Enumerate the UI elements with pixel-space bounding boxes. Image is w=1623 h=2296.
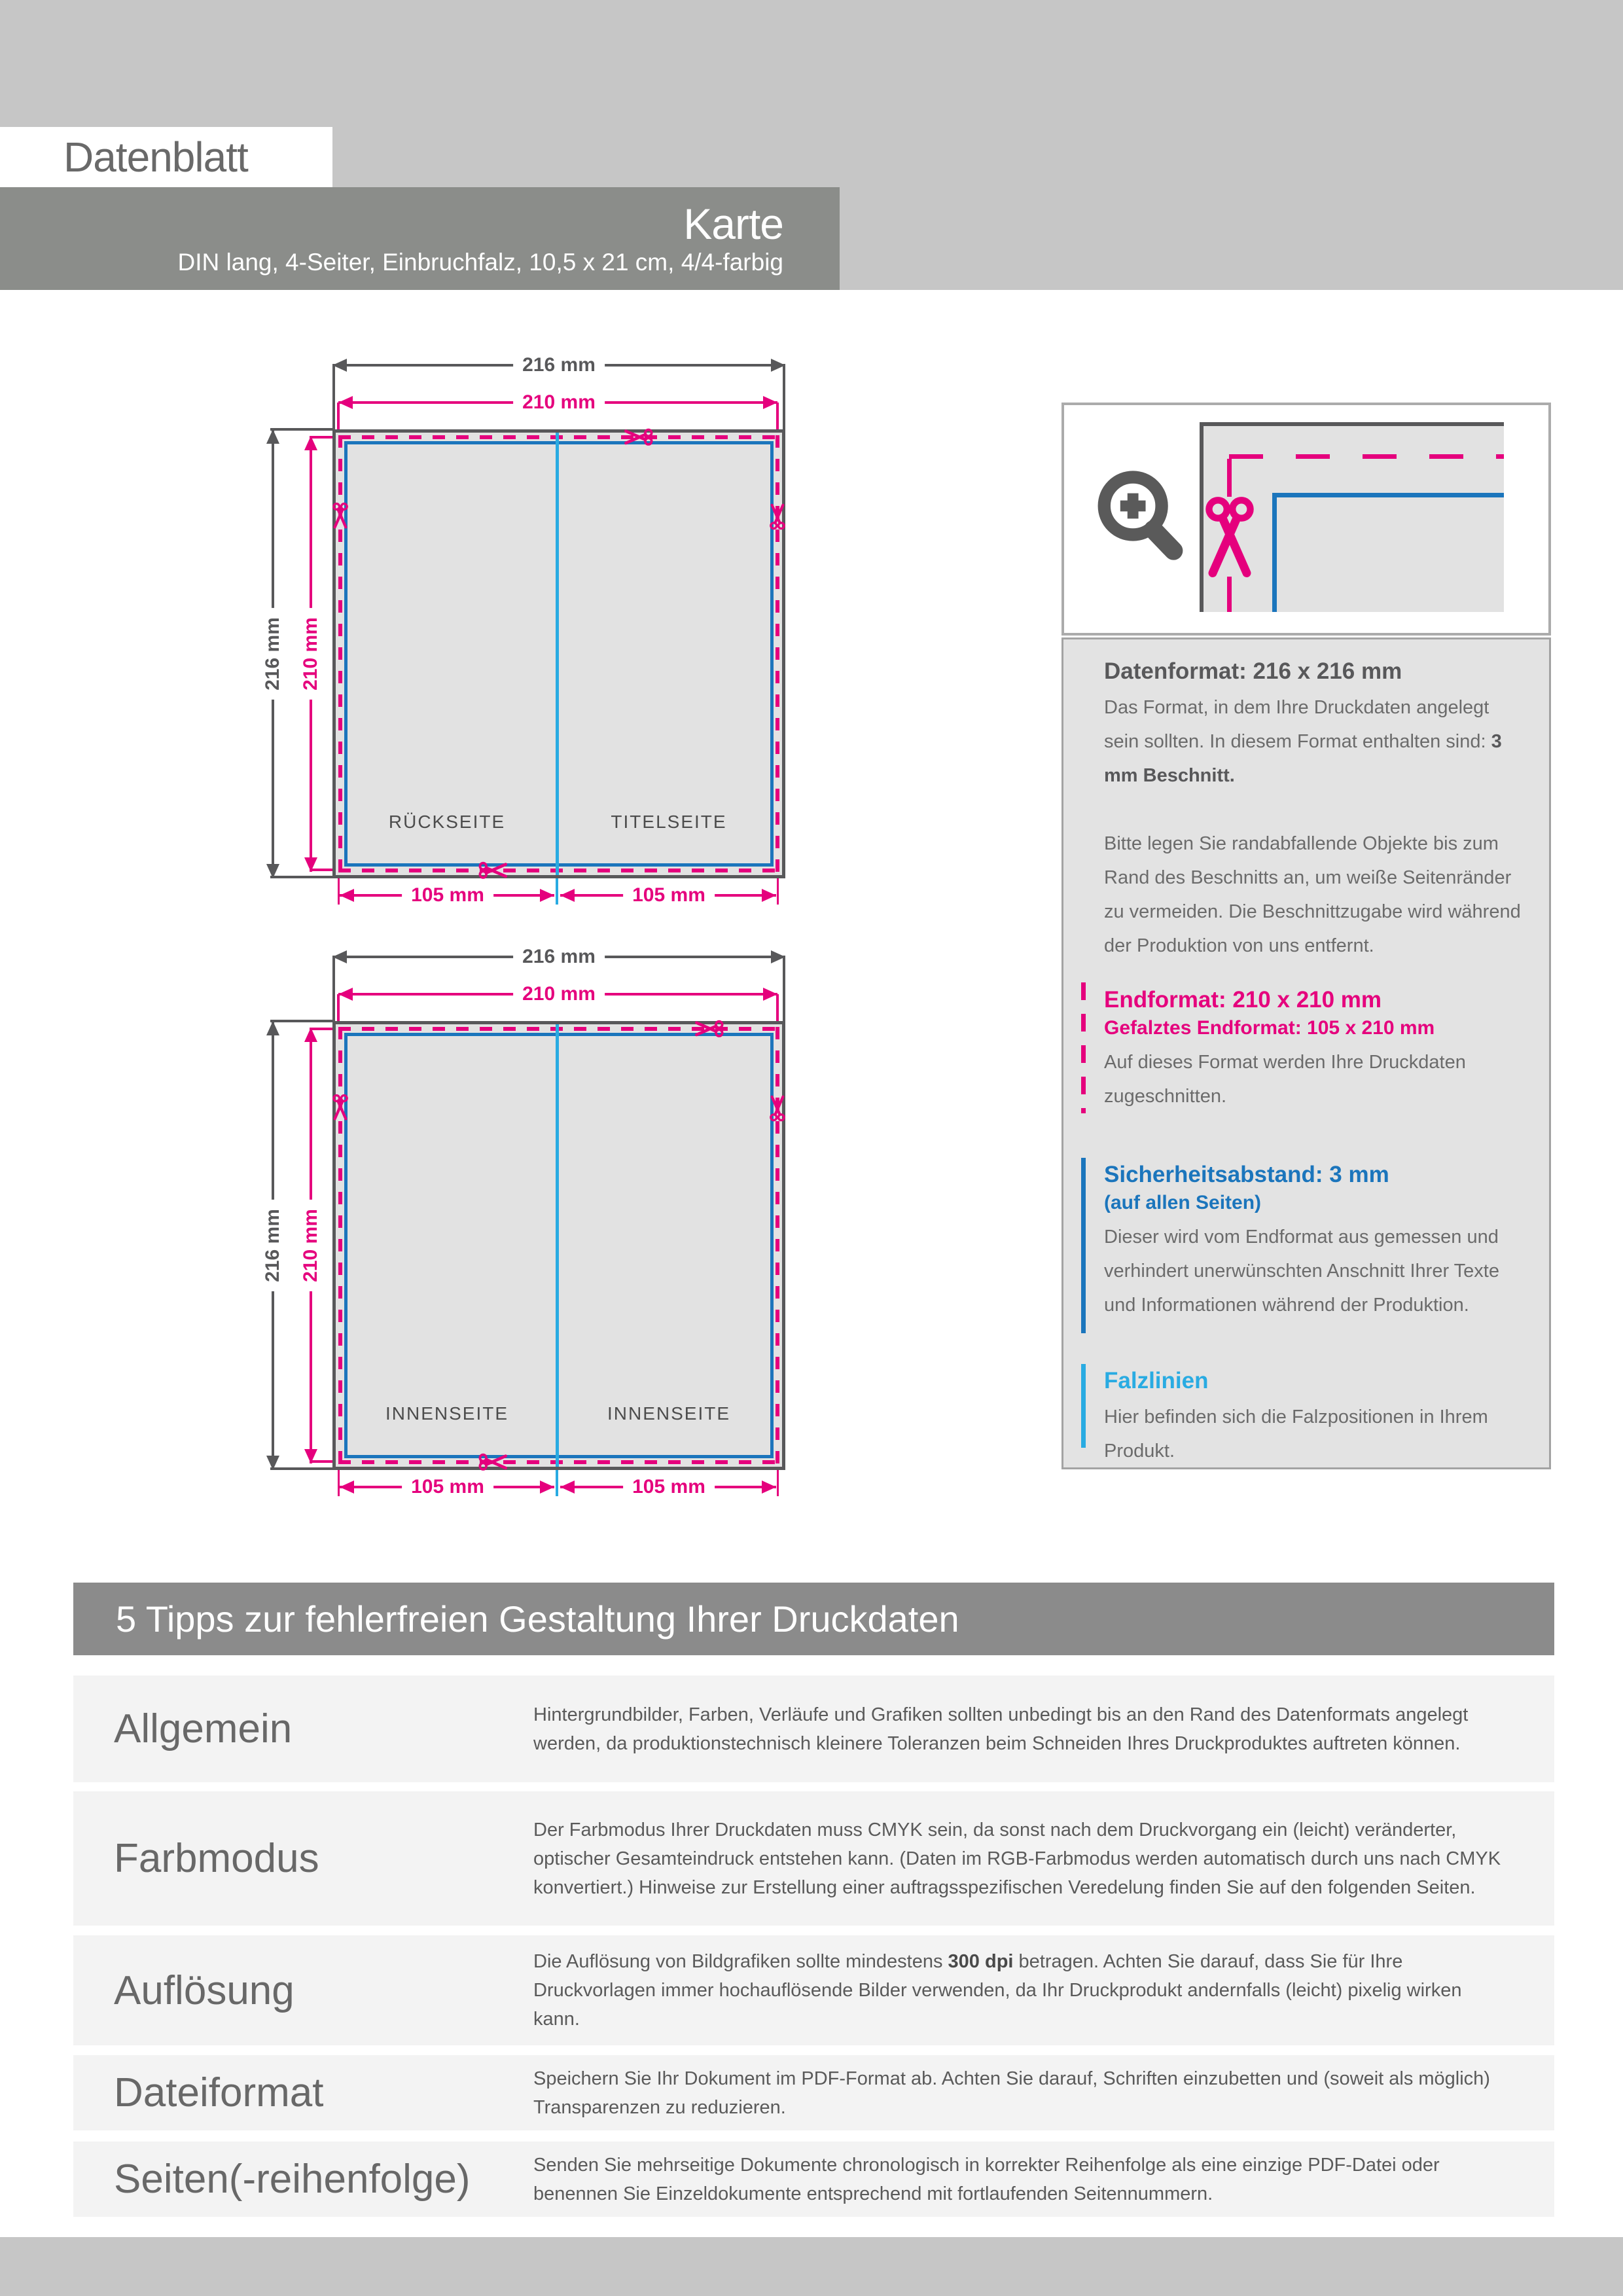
tips-row-text <box>533 1816 1508 1902</box>
scissors-icon <box>332 1093 348 1121</box>
extension-line <box>270 876 332 878</box>
panel-label: INNENSEITE <box>607 1403 731 1424</box>
arrowhead <box>540 1480 554 1494</box>
fold-line <box>556 433 559 875</box>
info-block <box>1104 1160 1523 1356</box>
product-header-bar <box>0 187 840 290</box>
text-segment: Auf dieses Format werden Ihre Druckdaten zugeschnitten. <box>1104 1052 1466 1107</box>
arrowhead <box>304 1449 317 1463</box>
tips-row-text <box>533 2151 1508 2208</box>
fold-guide-line <box>556 878 558 905</box>
arrowhead <box>763 988 777 1001</box>
trim-line-bottom <box>338 1460 779 1464</box>
info-block-paragraph <box>1104 1400 1523 1468</box>
info-block <box>1104 985 1523 1147</box>
fold-marker-line <box>1081 1364 1086 1448</box>
scissors-icon <box>769 1096 785 1123</box>
scissors-icon <box>1204 492 1255 577</box>
trim-line-right <box>776 1027 779 1464</box>
product-title: Karte <box>683 199 783 248</box>
trim-line-top <box>338 435 779 439</box>
info-block-paragraph <box>1104 691 1523 793</box>
arrowhead <box>560 1480 575 1494</box>
extension-line <box>270 428 332 431</box>
mini-safety-line-v <box>1272 493 1277 612</box>
tips-row <box>73 1676 1554 1782</box>
tips-row-text <box>533 2064 1508 2122</box>
dimension-label: 216 mm <box>513 353 605 378</box>
tips-row-text <box>533 1947 1508 2034</box>
tips-title: 5 Tipps zur fehlerfreien Gestaltung Ihrer Druckdaten <box>116 1598 959 1640</box>
arrowhead <box>771 359 785 372</box>
text-segment: Bitte legen Sie randabfallende Objekte bis zum Rand des Beschnitts an, um weiße Seitenränder zu vermeiden. Die Beschnittzugabe wird während der Produktion von uns entfernt. <box>1104 833 1521 956</box>
text-segment: Dieser wird vom Endformat aus gemessen und verhindert unerwünschten Anschnitt Ihrer Texte und Informationen während der Produktion. <box>1104 1227 1499 1316</box>
dimension-label: 210 mm <box>513 982 605 1007</box>
arrowhead <box>540 889 554 902</box>
guide-line <box>777 878 779 905</box>
safety-box <box>344 441 774 867</box>
text-segment: Das Format, in dem Ihre Druckdaten angelegt sein sollten. In diesem Format enthalten sind: <box>1104 697 1491 752</box>
info-block-paragraph <box>1104 827 1523 963</box>
doc-label: Datenblatt <box>63 134 248 181</box>
doc-label-box <box>0 127 332 187</box>
dimension-label: 210 mm <box>513 390 605 415</box>
extension-line <box>270 1020 332 1022</box>
arrowhead <box>332 359 347 372</box>
mini-trim-line-v2 <box>1227 577 1232 612</box>
tips-row-label: Auflösung <box>114 1967 294 2013</box>
text-segment: Senden Sie mehrseitige Dokumente chronologisch in korrekter Reihenfolge als eine einzige PDF-Datei oder benennen Sie Einzeldokumente entsprechend mit fortlaufenden Seitennummern. <box>533 2154 1440 2204</box>
arrowhead <box>340 889 354 902</box>
info-block <box>1104 1366 1523 1502</box>
arrowhead <box>762 889 776 902</box>
dimension-label: 105 mm <box>623 1475 715 1499</box>
arrowhead <box>304 1028 317 1042</box>
arrowhead <box>338 396 353 409</box>
info-block-heading: Endformat: 210 x 210 mm <box>1104 987 1382 1013</box>
info-block-paragraph <box>1104 1220 1523 1322</box>
arrowhead <box>560 889 575 902</box>
text-segment: Hier befinden sich die Falzpositionen in Ihrem Produkt. <box>1104 1407 1488 1462</box>
tips-row <box>73 1935 1554 2045</box>
arrowhead <box>771 950 785 963</box>
dimension-label: 105 mm <box>402 883 493 908</box>
info-block-subheading: (auf allen Seiten) <box>1104 1192 1262 1213</box>
arrowhead <box>338 988 353 1001</box>
dimension-label: 216 mm <box>260 1200 285 1291</box>
panel-label: RÜCKSEITE <box>388 812 506 832</box>
info-block-paragraph <box>1104 1045 1523 1113</box>
tips-row <box>73 2142 1554 2217</box>
text-segment: Speichern Sie Ihr Dokument im PDF-Format ab. Achten Sie darauf, Schriften einzubetten und (soweit als möglich) Transparenzen zu reduzieren. <box>533 2068 1490 2118</box>
info-block-heading: Datenformat: 216 x 216 mm <box>1104 658 1402 684</box>
text-segment: Die Auflösung von Bildgrafiken sollte mindestens <box>533 1951 948 1972</box>
safety-marker-line <box>1081 1158 1086 1333</box>
dimension-label: 105 mm <box>402 1475 493 1499</box>
scissors-icon <box>624 428 654 446</box>
text-segment: betragen. Achten Sie darauf, dass Sie für Ihre Druckvorlagen immer hochauflösende Bilder verwenden, da Ihr Druckprodukt andernfalls (leicht) pixelig wirken kann. <box>533 1951 1462 2030</box>
tips-row-label: Allgemein <box>114 1706 293 1751</box>
dimension-label: 216 mm <box>513 944 605 969</box>
dimension-label: 105 mm <box>623 883 715 908</box>
text-segment: 3 mm Beschnitt. <box>1104 731 1502 786</box>
mini-trim-line-v1 <box>1227 459 1232 497</box>
scissors-icon <box>477 1453 507 1471</box>
arrowhead <box>340 1480 354 1494</box>
arrowhead <box>762 1480 776 1494</box>
tips-row-label: Seiten(-reihenfolge) <box>114 2157 471 2202</box>
arrowhead <box>266 1456 279 1470</box>
tips-row <box>73 2055 1554 2130</box>
mini-safety-line-h <box>1272 493 1504 497</box>
arrowhead <box>266 1021 279 1035</box>
tips-row <box>73 1791 1554 1926</box>
info-block-subheading: Gefalztes Endformat: 105 x 210 mm <box>1104 1017 1435 1039</box>
text-segment: Der Farbmodus Ihrer Druckdaten muss CMYK sein, da sonst nach dem Druckvorgang ein (leicht) veränderter, optischer Gesamteindruck entstehen kann. (Daten im RGB-Farbmodus werden automatisch durch uns nach CMYK konvertiert.) Hinweise zur Erstellung einer auftragsspezifischen Veredelung finden Sie auf den folgenden Seiten. <box>533 1819 1501 1898</box>
arrowhead <box>763 396 777 409</box>
panel-label: TITELSEITE <box>611 812 727 832</box>
scissors-icon <box>769 504 785 531</box>
dimension-label: 210 mm <box>298 1200 323 1291</box>
format-info-panel <box>1061 637 1551 1469</box>
fold-line <box>556 1024 559 1467</box>
extension-line <box>332 957 335 1021</box>
scissors-icon <box>695 1020 725 1038</box>
arrowhead <box>332 950 347 963</box>
extension-line <box>332 365 335 429</box>
panel-label: INNENSEITE <box>385 1403 509 1424</box>
tips-row-text <box>533 1700 1508 1758</box>
product-subtitle: DIN lang, 4-Seiter, Einbruchfalz, 10,5 x 21 cm, 4/4-farbig <box>177 248 783 276</box>
mini-bleed-corner-h <box>1200 422 1504 426</box>
text-segment: 300 dpi <box>948 1951 1014 1972</box>
mini-trim-line-h <box>1229 454 1504 459</box>
trim-line-right <box>776 435 779 872</box>
extension-line <box>783 957 785 1021</box>
dimension-label: 210 mm <box>298 608 323 700</box>
arrowhead <box>304 436 317 450</box>
info-block-heading: Falzlinien <box>1104 1368 1209 1393</box>
dimension-label: 216 mm <box>260 608 285 700</box>
info-block <box>1104 656 1523 997</box>
text-segment: Hintergrundbilder, Farben, Verläufe und Grafiken sollten unbedingt bis an den Rand des Datenformats angelegt werden, da produktionstechnisch kleinere Toleranzen beim Schneiden Ihres Druckproduktes auftreten können. <box>533 1704 1469 1754</box>
arrowhead <box>304 857 317 872</box>
trim-marker-line <box>1081 982 1086 1113</box>
extension-line <box>270 1467 332 1470</box>
zoom-plus-icon <box>1089 465 1190 567</box>
fold-guide-line <box>556 1470 558 1496</box>
trim-line-bottom <box>338 869 779 872</box>
info-block-heading: Sicherheitsabstand: 3 mm <box>1104 1162 1389 1187</box>
extension-line <box>783 365 785 429</box>
mini-bleed-corner-v <box>1200 422 1204 612</box>
arrowhead <box>266 429 279 444</box>
footer-silver-band <box>0 2237 1623 2296</box>
zoom-detail-card <box>1061 403 1551 636</box>
scissors-icon <box>477 861 507 880</box>
safety-box <box>344 1033 774 1458</box>
tips-row-label: Farbmodus <box>114 1836 319 1881</box>
tips-row-label: Dateiformat <box>114 2070 324 2115</box>
tips-header-bar <box>73 1583 1554 1655</box>
guide-line <box>777 1470 779 1496</box>
arrowhead <box>266 864 279 878</box>
scissors-icon <box>332 501 348 529</box>
